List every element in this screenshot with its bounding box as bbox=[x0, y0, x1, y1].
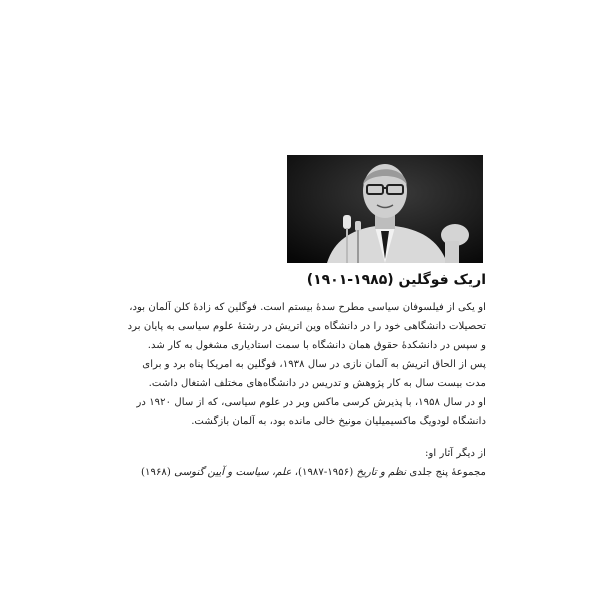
author-photo bbox=[287, 155, 483, 263]
author-heading: اریک فوگلین (۱۹۸۵-۱۹۰۱) bbox=[306, 272, 486, 288]
portrait-image bbox=[287, 155, 483, 263]
other-works bbox=[126, 444, 486, 482]
works-prefix: مجموعهٔ پنج جلدی bbox=[406, 467, 486, 478]
work-title-science-politics-gnosticism: علم، سیاست و آیین گنوسی bbox=[174, 467, 292, 478]
bio-line: دانشگاه لودویگ ماکسیمیلیان مونیخ خالی مانده بود، به آلمان بازگشت. bbox=[191, 416, 486, 427]
bio-line: و سپس در دانشکدهٔ حقوق همان دانشگاه با سمت استادیاری مشغول به کار شد. bbox=[147, 340, 486, 351]
work-title-order-and-history: نظم و تاریخ bbox=[356, 467, 407, 478]
bio-line: مدت بیست سال به کار پژوهش و تدریس در دانشگاه‌های مختلف اشتغال داشت. bbox=[148, 378, 486, 389]
bio-line: پس از الحاق اتریش به آلمان نازی در سال ۱۹۳۸، فوگلین به امریکا پناه برد و برای bbox=[142, 359, 486, 370]
works-list bbox=[126, 463, 486, 482]
bio-line: او در سال ۱۹۵۸، با پذیرش کرسی ماکس وبر در علوم سیاسی، که از سال ۱۹۲۰ در bbox=[136, 397, 486, 408]
bio-line: تحصیلات دانشگاهی خود را در دانشگاه وین اتریش در رشتهٔ علوم سیاسی به پایان برد bbox=[127, 321, 486, 332]
biography-text bbox=[126, 298, 486, 495]
bio-line: او یکی از فیلسوفان سیاسی مطرح سدهٔ بیستم است. فوگلین که زادهٔ کلن آلمان بود، bbox=[129, 302, 486, 313]
biography-paragraph bbox=[126, 298, 486, 431]
works-dates: (۱۹۵۶-۱۹۸۷)، bbox=[291, 467, 357, 478]
works-year: (۱۹۶۸) bbox=[141, 467, 175, 478]
works-intro: از دیگر آثار او: bbox=[425, 448, 486, 459]
